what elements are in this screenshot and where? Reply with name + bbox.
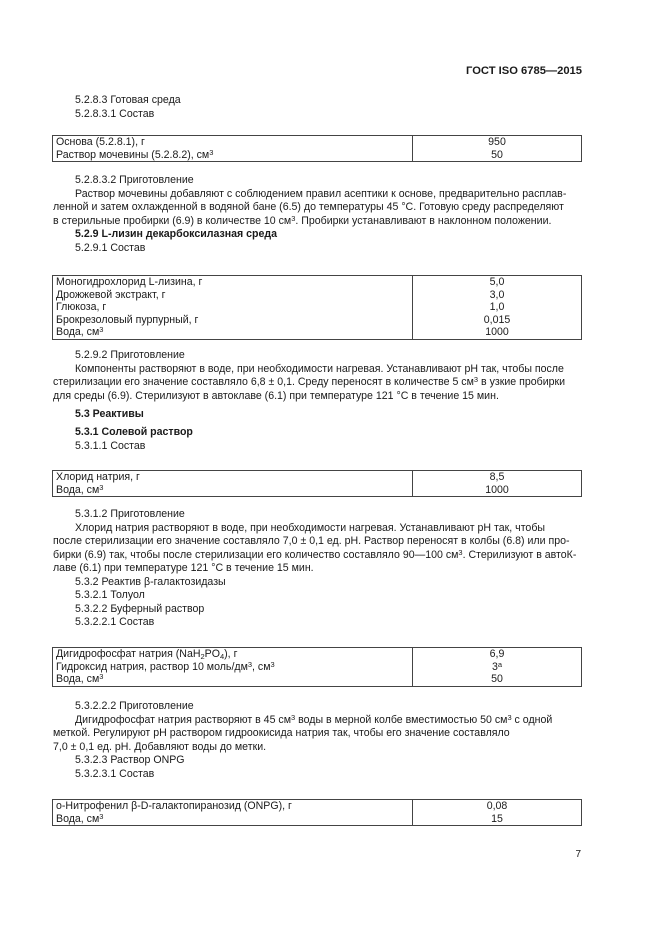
section-5-3-heading: 5.3 Реактивы — [75, 408, 144, 420]
page-number: 7 — [575, 849, 581, 860]
table-row: Вода, $см^3$ 1000 — [53, 484, 581, 497]
composition-table — [52, 799, 582, 826]
table-row: Вода, $см^3$ 1000 — [53, 326, 581, 339]
section-5-2-8-3-heading: 5.2.8.3 Готовая среда 5.2.8.3.1 Состав — [75, 94, 181, 120]
table-row: Раствор мочевины (5.2.8.2), $см^3$ 50 — [53, 149, 581, 162]
table-row: Гидроксид натрия, раствор 10 моль/$дм^3$, $см^3$ $3^а$ — [53, 661, 581, 674]
composition-table — [52, 275, 582, 340]
composition-table — [52, 135, 582, 162]
preparation-text: 5.2.9.2 Приготовление Компоненты растворяют в воде, при необходимости нагревая. Устанавливают рН так, чтобы после стерилизации его значение составляло 6,8 ± 0,1. Среду переносят в количестве 5 $см^3$ в узкие пробирки для среды (6.9). Стерилизуют в автоклаве (6.1) при температуре 121 °С в течение 15 мин. — [53, 349, 566, 402]
table-row: Дигидрофосфат натрия $(NaH_2PO_4)$, г 6,9 — [53, 648, 581, 661]
table-row: Моногидрохлорид L-лизина, г 5,0 — [53, 276, 581, 289]
table-row: Брокрезоловый пурпурный, г 0,015 — [53, 314, 581, 327]
composition-table — [52, 470, 582, 497]
preparation-text: 5.3.1.2 Приготовление Хлорид натрия растворяют в воде, при необходимости нагревая. Устанавливают рН так, чтобы после стерилизации его значение составляло 7,0 ± 0,1 ед. рН. Раствор переносят в колбы (6.8) или про- бирки (6.9) так, чтобы после стерилизации его количество составляло 90—100 $см^3$. Стерилизуют в автоК- лаве (6.1) при температуре 121 °С в течение 15 мин. 5.3.2 Реактив β-галактозидазы 5.3.2.1 Толуол 5.3.2.2 Буферный раствор 5.3.2.2.1 Состав — [53, 508, 577, 628]
preparation-text: 5.2.8.3.2 Приготовление Раствор мочевины добавляют с соблюдением правил асептики к основе, предварительно расплав- ленной и затем охлажденной в водяной бане (6.5) до температуры 45 °С. Готовую среду распределяют в стерильные пробирки (6.9) в количестве 10 $см^3$. Пробирки устанавливают в наклонном положении. 5.2.9 L-лизин декарбоксилазная среда 5.2.9.1 Состав — [53, 174, 582, 255]
composition-table — [52, 647, 582, 687]
table-row: Основа (5.2.8.1), г 950 — [53, 136, 581, 149]
table-row: Дрожжевой экстракт, г 3,0 — [53, 289, 581, 302]
section-5-3-1-heading: 5.3.1 Солевой раствор 5.3.1.1 Состав — [75, 426, 193, 452]
section-5-2-9-title: 5.2.9 L-лизин декарбоксилазная среда — [75, 228, 278, 240]
table-row: Вода, $см^3$ 15 — [53, 813, 581, 826]
document-header: ГОСТ ISO 6785—2015 — [466, 65, 582, 77]
preparation-text: 5.3.2.2.2 Приготовление Дигидрофосфат натрия растворяют в 45 $см^3$ воды в мерной колбе вместимостью 50 $см^3$ с одной меткой. Регулируют рН раствором гидроокисида натрия так, чтобы его значение составляло 7,0 ± 0,1 ед. рН. Добавляют воды до метки. 5.3.2.3 Раствор ONPG 5.3.2.3.1 Состав — [53, 700, 553, 780]
table-row: о-Нитрофенил β-D-галактопиранозид (ONPG), г 0,08 — [53, 800, 581, 813]
table-row: Глюкоза, г 1,0 — [53, 301, 581, 314]
table-row: Вода, $см^3$ 50 — [53, 673, 581, 686]
table-row: Хлорид натрия, г 8,5 — [53, 471, 581, 484]
